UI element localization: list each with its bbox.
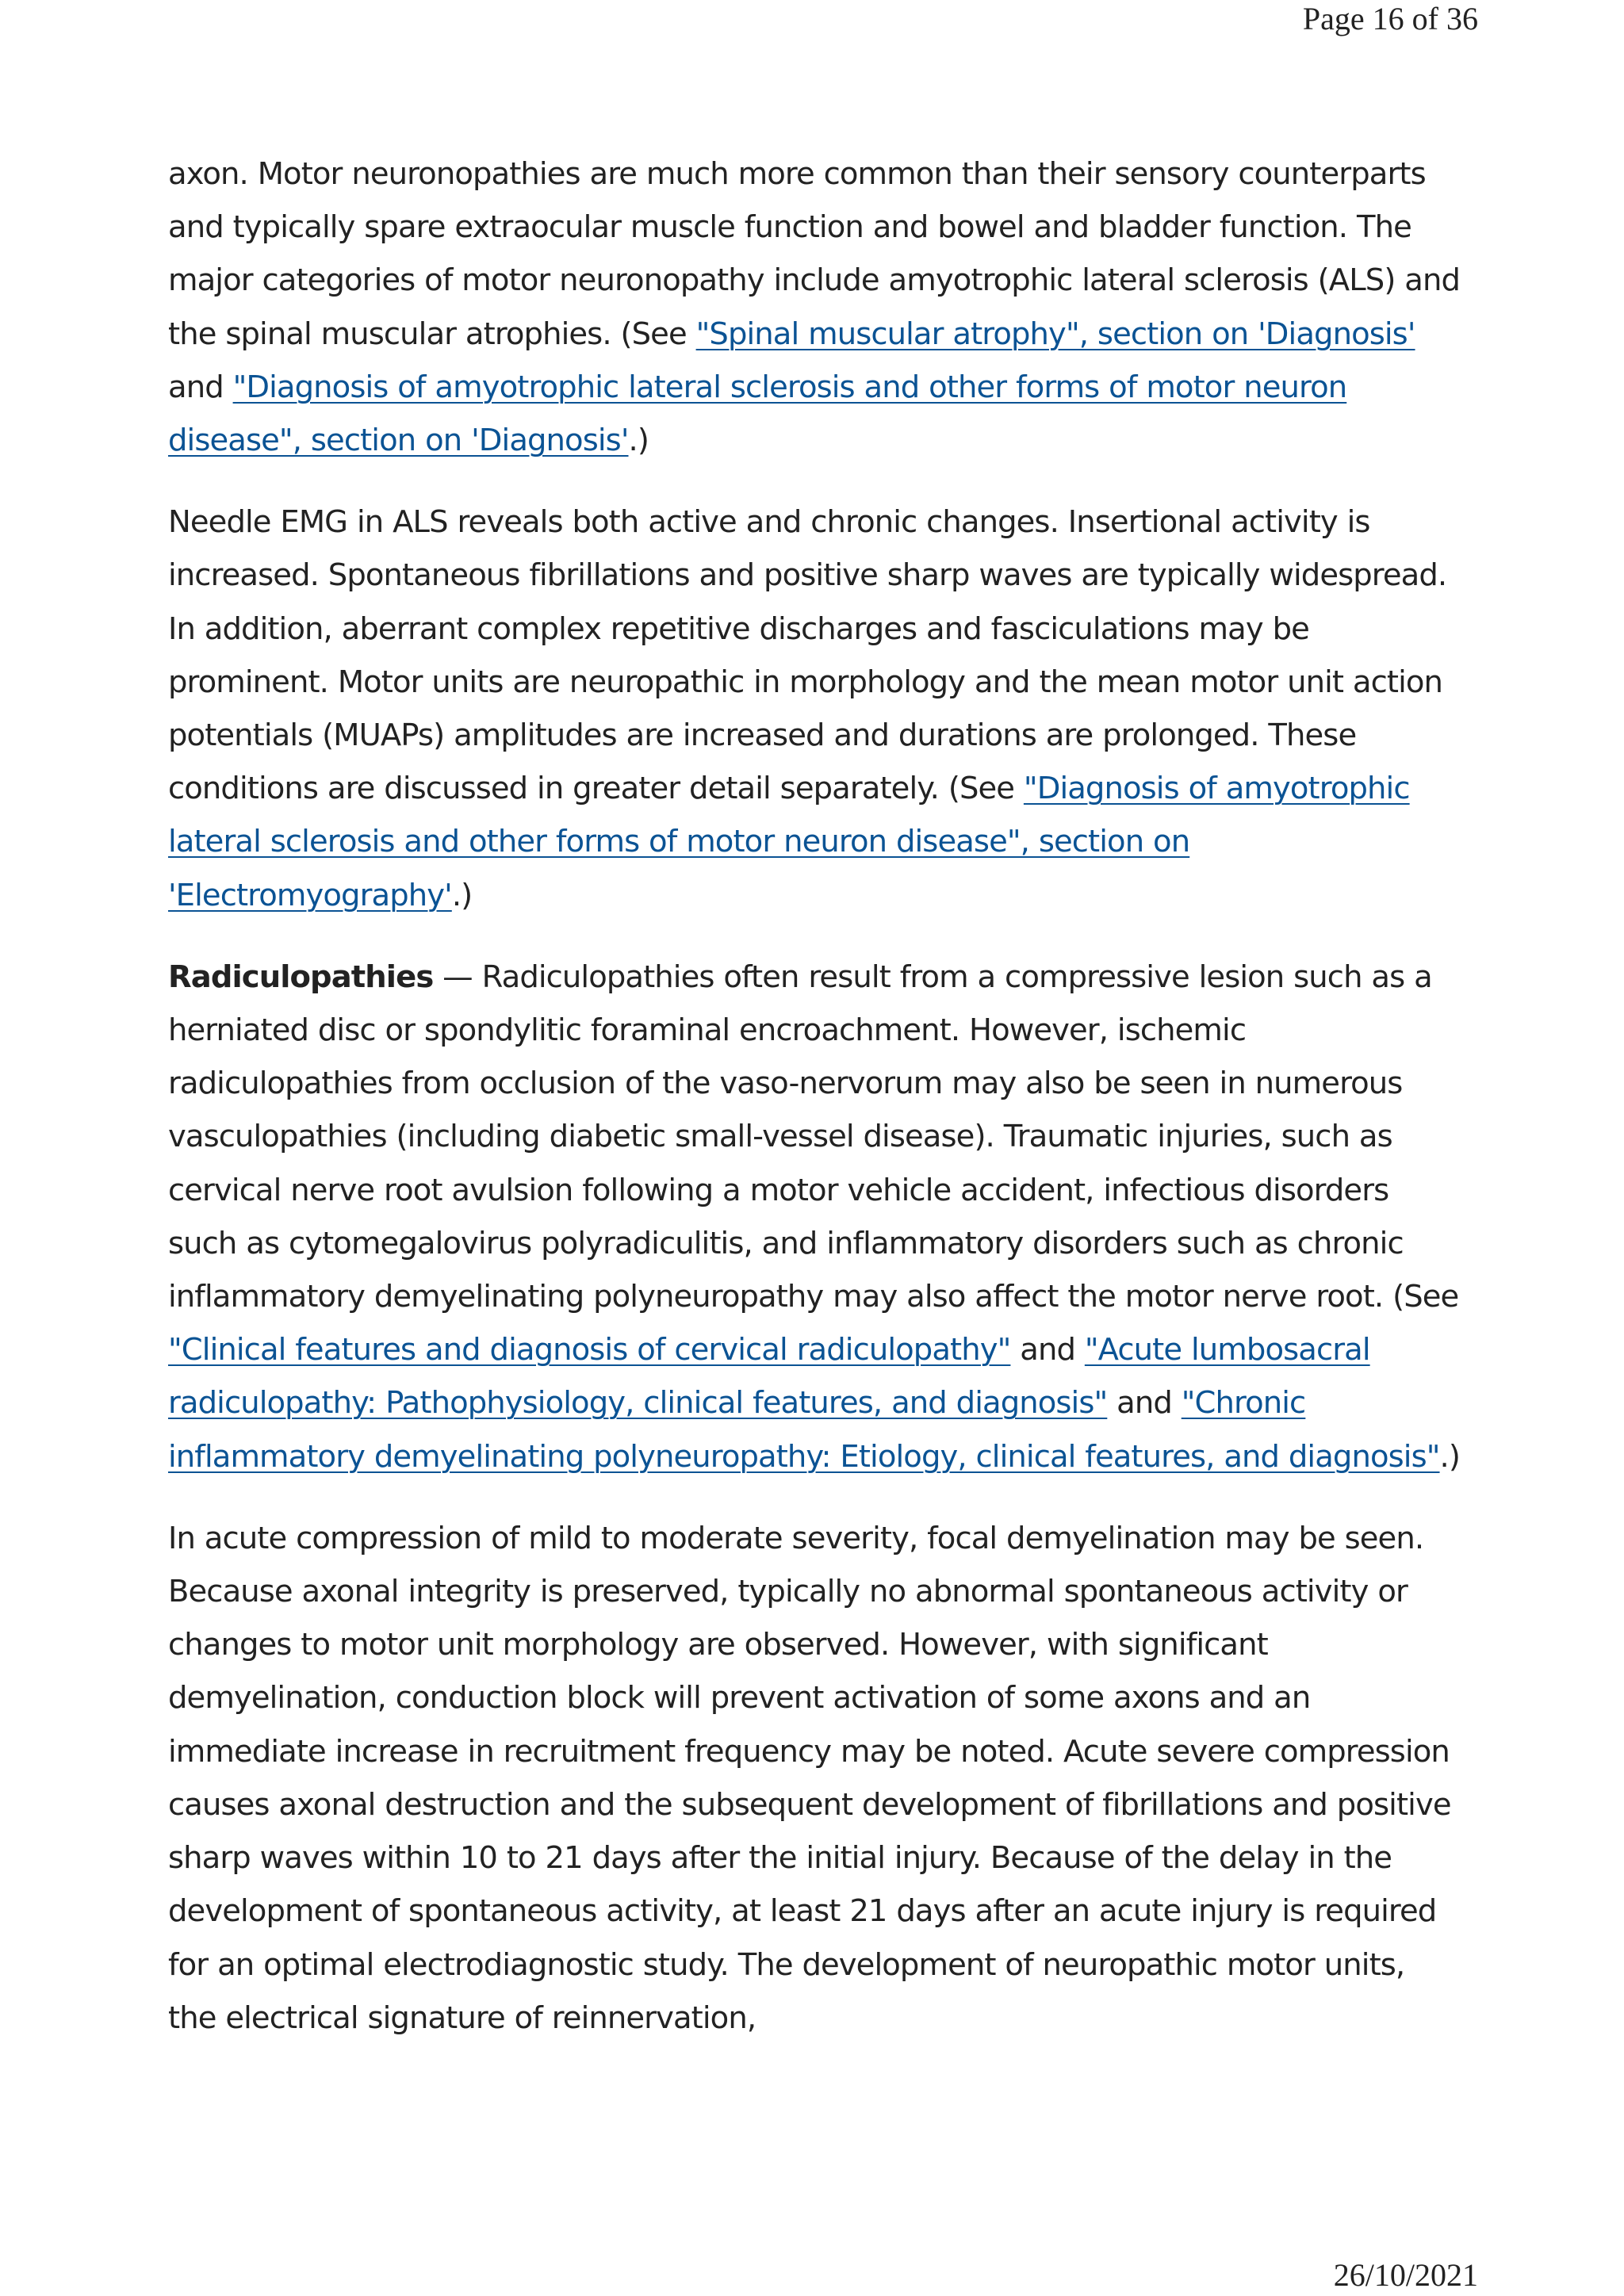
page-number: Page 16 of 36 <box>1302 1 1478 36</box>
link-cidp[interactable]: "Chronic inflammatory demyelinating polyneuropathy: Etiology, clinical features, and diagnosis" <box>168 1385 1440 1475</box>
text: In acute compression of mild to moderate severity, focal demyelination may be seen. Because axonal integrity is preserved, typically no abnormal spontaneous activity or changes to motor unit morphology are observed. However, with significant demyelination, conduction block will prevent activation of some axons and an immediate increase in recruitment frequency may be noted. Acute severe compression causes axonal destruction and the subsequent development of fibrillations and positive sharp waves within 10 to 21 days after the initial injury. Because of the delay in the development of spontaneous activity, at least 21 days after an acute injury is required for an optimal electrodiagnostic study. The development of neuropathic motor units, the electrical signature of reinnervation, <box>168 1520 1451 2036</box>
paragraph-needle-emg-als <box>168 496 1461 922</box>
paragraph-radiculopathies <box>168 951 1461 1483</box>
text: — Radiculopathies often result from a compressive lesion such as a herniated disc or spondylitic foraminal encroachment. However, ischemic radiculopathies from occlusion of the vaso-nervorum may also be seen in numerous vasculopathies (including diabetic small-vessel disease). Traumatic injuries, such as cervical nerve root avulsion following a motor vehicle accident, infectious disorders such as cytomegalovirus polyradiculitis, and inflammatory disorders such as chronic inflammatory demyelinating polyneuropathy may also affect the motor nerve root. (See <box>168 959 1459 1315</box>
text: and <box>168 369 233 405</box>
section-heading-radiculopathies: Radiculopathies <box>168 959 434 995</box>
link-lumbosacral-radiculopathy[interactable]: "Acute lumbosacral radiculopathy: Pathophysiology, clinical features, and diagnosis" <box>168 1332 1370 1422</box>
print-date: 26/10/2021 <box>1333 2257 1478 2293</box>
text: axon. Motor neuronopathies are much more common than their sensory counterparts and typically spare extraocular muscle function and bowel and bladder function. The major categories of motor neuronopathy include amyotrophic lateral sclerosis (ALS) and the spinal muscular atrophies. (See <box>168 156 1461 352</box>
article-body <box>168 147 1461 2073</box>
text: and <box>1107 1385 1182 1422</box>
link-als-diagnosis[interactable]: "Diagnosis of amyotrophic lateral sclerosis and other forms of motor neuron disease", section on 'Diagnosis' <box>168 369 1347 459</box>
text: and <box>1010 1332 1085 1368</box>
link-als-electromyography[interactable]: "Diagnosis of amyotrophic lateral sclerosis and other forms of motor neuron disease", section on 'Electromyography' <box>168 771 1410 913</box>
text: Needle EMG in ALS reveals both active and chronic changes. Insertional activity is increased. Spontaneous fibrillations and positive sharp waves are typically widespread. In addition, aberrant complex repetitive discharges and fasciculations may be prominent. Motor units are neuropathic in morphology and the mean motor unit action potentials (MUAPs) amplitudes are increased and durations are prolonged. These conditions are discussed in greater detail separately. (See <box>168 504 1447 807</box>
link-spinal-muscular-atrophy[interactable]: "Spinal muscular atrophy", section on 'Diagnosis' <box>695 316 1415 352</box>
text: .) <box>451 877 473 913</box>
paragraph-acute-compression <box>168 1512 1461 2045</box>
paragraph-motor-neuronopathies <box>168 147 1461 467</box>
text: .) <box>628 423 649 459</box>
link-cervical-radiculopathy[interactable]: "Clinical features and diagnosis of cervical radiculopathy" <box>168 1332 1011 1368</box>
text: .) <box>1439 1438 1461 1475</box>
